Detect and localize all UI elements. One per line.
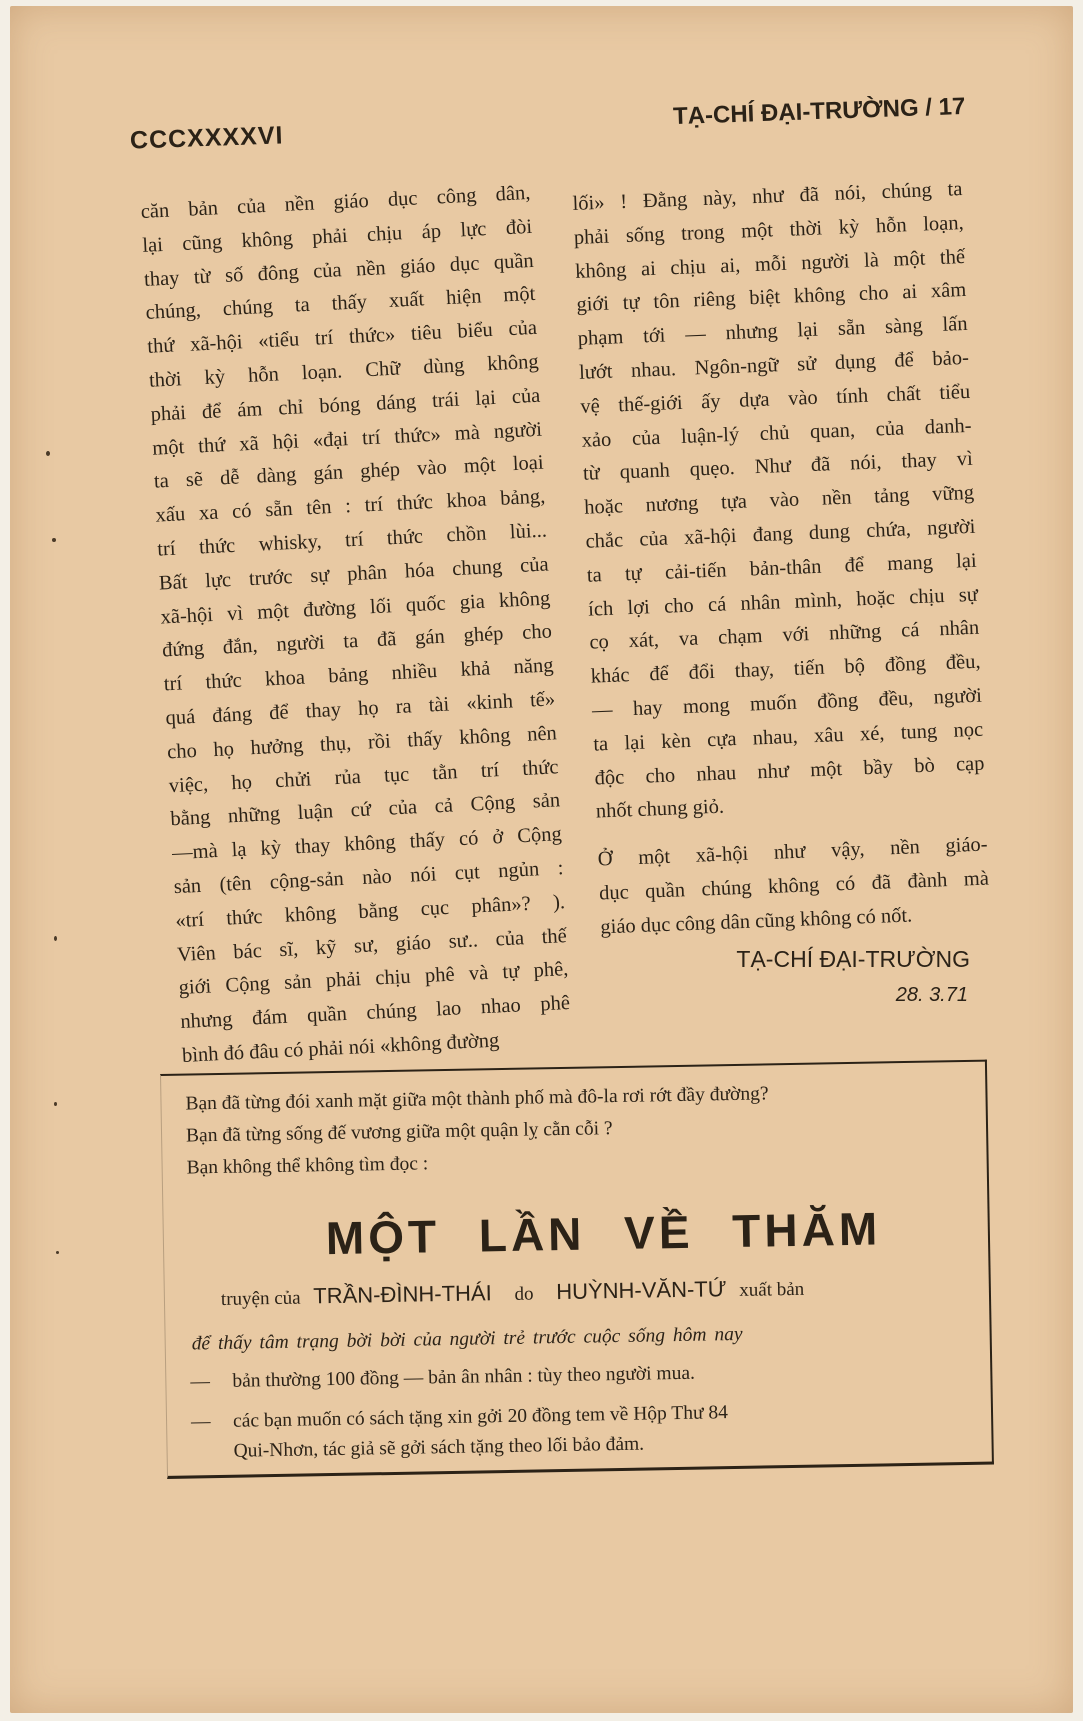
gift-info-cont: Qui-Nhơn, tác giả sẽ gởi sách tặng theo lối bảo đảm. <box>233 1433 645 1462</box>
author-signature: TẠ-CHÍ ĐẠI-TRƯỜNG <box>736 946 970 972</box>
text-line: Ở một xã-hội như vậy, nền giáo- <box>597 833 988 871</box>
magazine-page <box>10 6 1073 1713</box>
text-line: thay từ số đông của nền giáo dục quần <box>143 249 535 291</box>
page-folio-roman: CCCXXXXVI <box>129 121 284 155</box>
article-paragraph <box>572 173 986 830</box>
text-line: — hay mong muốn đồng đều, người <box>591 684 983 722</box>
text-line: ta lại kèn cựa nhau, xâu xé, tung nọc <box>592 718 984 756</box>
text-line: độc cho nhau như một bầy bò cạp <box>594 752 985 790</box>
text-line: bình đó đâu có phải nói «không đường <box>181 1029 500 1067</box>
text-line: xảo của luận-lý chủ quan, của danh- <box>581 414 972 452</box>
article-date: 28. 3.71 <box>895 984 968 1006</box>
credit-mid: do <box>514 1283 534 1305</box>
text-line: lối» ! Đằng này, như đã nói, chúng ta <box>572 178 963 215</box>
text-line: từ quanh quẹo. Như đã nói, thay vì <box>582 448 974 486</box>
text-line: bằng những luận cứ của cả Cộng sản <box>169 789 561 831</box>
paper-speck <box>46 451 50 456</box>
text-line: sản (tên cộng-sản nào nói cụt ngủn : <box>173 857 564 899</box>
text-line: giáo dục công dân cũng không có nốt. <box>599 904 913 939</box>
gift-dash: — <box>190 1411 211 1433</box>
credit-suffix: xuất bản <box>739 1278 805 1301</box>
price-text: bản thường 100 đồng — bản ân nhân : tùy theo người mua. <box>232 1362 696 1392</box>
text-line: một thứ xã hội «đại trí thức» mà người <box>151 418 543 460</box>
book-title: MỘT LẦN VỀ THĂM <box>325 1202 882 1265</box>
text-line: xã-hội vì một đường lối quốc gia không <box>160 587 551 629</box>
paper-speck <box>54 936 57 941</box>
text-line: chúng, chúng ta thấy xuất hiện một <box>145 283 536 325</box>
book-author: TRẦN-ĐÌNH-THÁI <box>313 1280 492 1309</box>
text-line: Bất lực trước sự phân hóa chung của <box>158 553 550 595</box>
text-line: Viên bác sĩ, kỹ sư, giáo sư.. của thế <box>176 924 568 966</box>
paper-speck <box>54 1102 57 1106</box>
text-line: «trí thức không bằng cục phân»? ). <box>174 890 566 932</box>
running-head: TẠ-CHÍ ĐẠI-TRƯỜNG / 17 <box>672 92 966 131</box>
ad-question-2: Bạn đã từng sống đế vương giữa một quận lỵ cằn cỗi ? <box>185 1118 613 1147</box>
article-column-left <box>140 177 572 1074</box>
text-line: lại cũng không phải chịu áp lực đòi <box>141 215 533 257</box>
text-line: nhưng đám quần chúng lao nhao phê <box>179 992 571 1034</box>
text-line: phải để ám chỉ bóng dáng trái lại của <box>150 384 541 426</box>
text-line: quá đáng để thay họ ra tài «kinh tế» <box>165 688 556 730</box>
text-line: trí thức whisky, trí thức chồn lùi... <box>156 519 548 561</box>
text-line: xấu xa có sẵn tên : trí thức khoa bảng, <box>155 485 546 527</box>
gift-text-1: các bạn muốn có sách tặng xin gởi 20 đồng tem về Hộp Thư 84 <box>232 1402 729 1432</box>
text-line: —mà lạ kỳ thay không thấy có ở Cộng <box>171 823 563 865</box>
text-line: việc, họ chửi rủa tục tằn trí thức <box>168 755 559 797</box>
text-line: phải sống trong một thời kỳ hỗn loạn, <box>573 211 965 249</box>
text-line: dục quần chúng không có đã đành mà <box>598 867 990 905</box>
text-line: ta sẽ dễ dàng gán ghép vào một loại <box>153 451 545 494</box>
ad-prompt: Bạn không thể không tìm đọc : <box>186 1153 429 1179</box>
text-line: giới Cộng sản phải chịu phê và tự phê, <box>178 958 569 1000</box>
text-line: cho họ hưởng thụ, rồi thấy không nên <box>166 722 558 764</box>
text-line: phạm tới — nhưng lại sẵn sàng lấn <box>577 313 968 351</box>
book-tagline: để thấy tâm trạng bời bời của người trẻ trước cuộc sống hôm nay <box>191 1323 743 1355</box>
paper-speck <box>56 1251 59 1254</box>
text-line: cọ xát, va chạm với những cá nhân <box>589 617 980 655</box>
text-line: đứng đắn, người ta đã gán ghép cho <box>161 620 553 662</box>
text-line: ích lợi cho cá nhân mình, hoặc chịu sự <box>587 583 979 621</box>
text-line: chắc của xã-hội đang dung chứa, người <box>585 515 976 553</box>
gift-info <box>191 1402 728 1433</box>
ad-question-1: Bạn đã từng đói xanh mặt giữa một thành phố mà đô-la rơi rớt đầy đường? <box>185 1083 769 1115</box>
text-line: lướt nhau. Ngôn-ngữ sử dụng để bảo- <box>578 346 970 384</box>
book-credit <box>221 1275 805 1311</box>
text-line: căn bản của nền giáo dục công dân, <box>140 181 531 223</box>
text-line: trí thức khoa bảng nhiều khả năng <box>163 654 554 696</box>
book-advertisement <box>160 1060 994 1479</box>
text-line: thứ xã-hội «tiểu trí thức» tiêu biểu của <box>146 316 538 358</box>
paper-speck <box>52 538 56 542</box>
text-line: giới tự tôn riêng biệt không cho ai xâm <box>576 279 967 317</box>
text-line: hoặc nương tựa vào nền tảng vững <box>583 481 975 519</box>
text-line: không ai chịu ai, mỗi người là một thế <box>574 245 966 283</box>
book-publisher: HUỲNH-VĂN-TỨ <box>555 1276 727 1305</box>
article-closing-paragraph <box>597 829 991 945</box>
price-dash: — <box>190 1371 211 1393</box>
article-column-right <box>572 173 991 945</box>
text-line: nhốt chung giỏ. <box>595 795 725 823</box>
price-info <box>190 1363 695 1394</box>
text-line: vệ thế-giới ấy dựa vào tính chất tiểu <box>579 380 971 418</box>
text-line: khác để đổi thay, tiến bộ đồng đều, <box>590 650 981 688</box>
text-line: ta tự cải-tiến bản-thân để mang lại <box>586 549 978 587</box>
text-line: thời kỳ hỗn loạn. Chữ dùng không <box>148 350 540 392</box>
credit-prefix: truyện của <box>220 1287 301 1310</box>
